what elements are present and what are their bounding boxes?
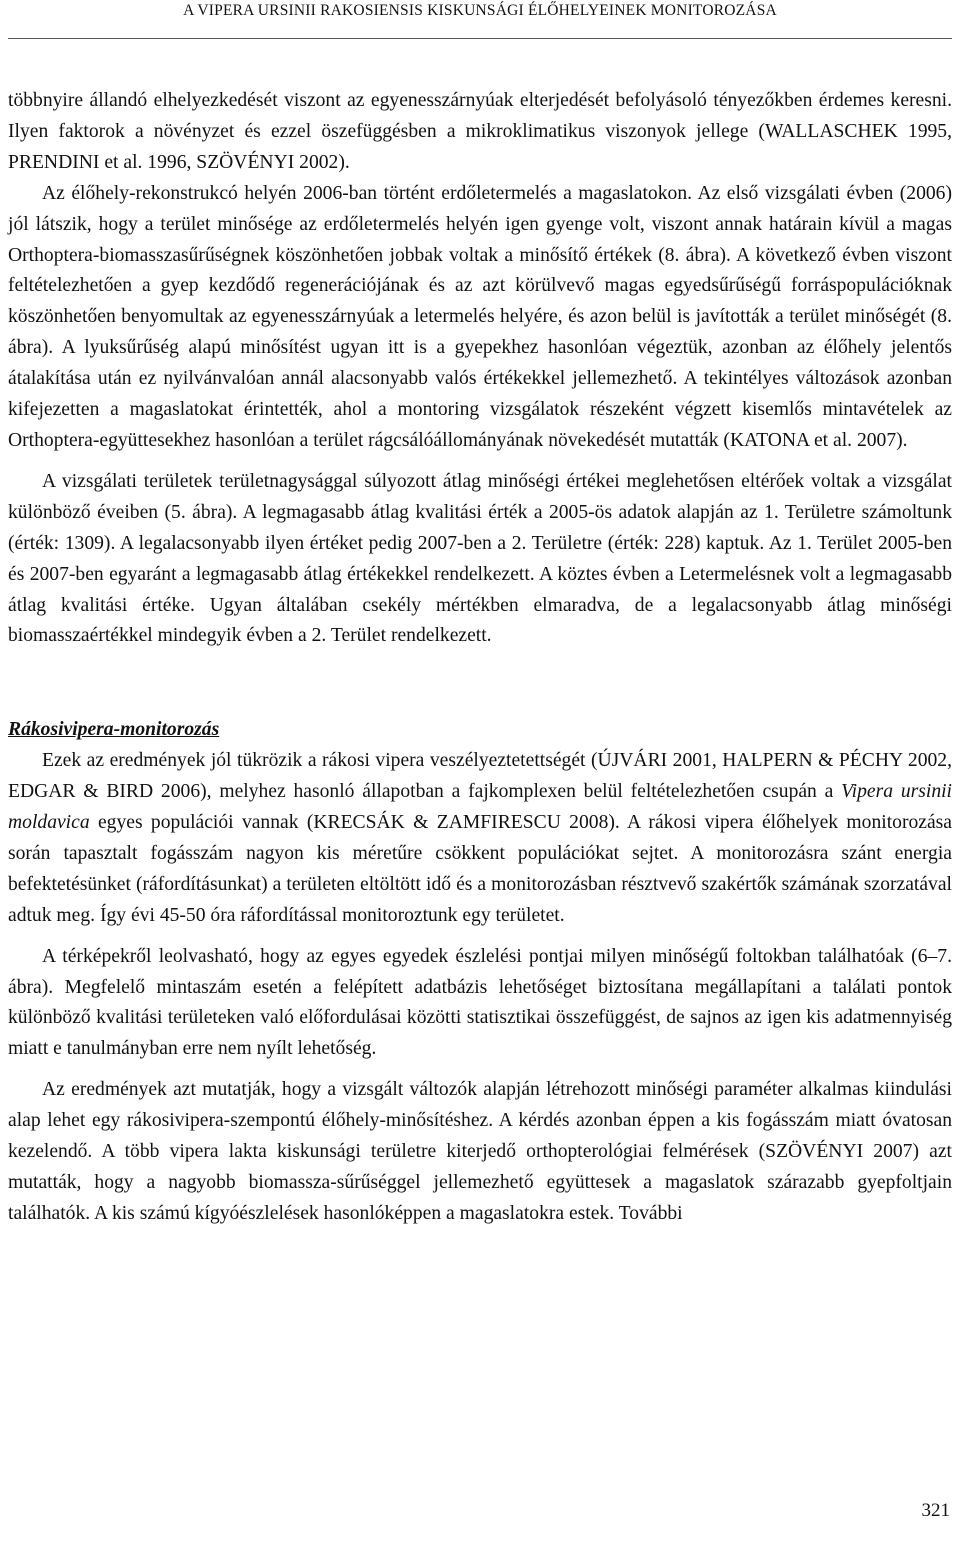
text-run: egyes populációi vannak (KRECSÁK & ZAMFIRESCU 2008). A rákosi vipera élőhelyek monitorozása során tapasztalt fogásszám nagyon kis méretűre csökkent populációkat sejtet. A monitorozásra szánt energia befektetésünket (ráfordításunkat) a területen eltöltött idő és a monitorozásban résztvevő szakértők számának szorzatával adtuk meg. Így évi 45-50 óra ráfordítással monitoroztunk egy területet. [8,812,952,926]
article-body [8,86,952,1230]
paragraph-continued: többnyire állandó elhelyezkedését viszont az egyenesszárnyúak elterjedését befolyásoló tényezőkben érdemes keresni. Ilyen faktorok a növényzet és ezzel öszefüggésben a mikroklimatikus viszonyok jellege (WALLASCHEK 1995, PRENDINI et al. 1996, SZÖVÉNYI 2002). [8,90,952,173]
header-rule [8,38,952,39]
paragraph-maps: A térképekről leolvasható, hogy az egyes egyedek észlelési pontjai milyen minőségű foltokban találhatóak (6–7. ábra). Megfelelő mintaszám esetén a felépített adatbázis lehetőséget biztosítana megállapítani a találati pontok különböző kvalitási területeken való előfordulásai közötti statisztikai összefüggést, de sajnos az igen kis adatmennyiség miatt e tanulmányban erre nem nyílt lehetőség. [8,945,952,1060]
text-run: Ezek az eredmények jól tükrözik a rákosi vipera veszélyeztetettségét (ÚJVÁRI 2001, HALPERN & PÉCHY 2002, EDGAR & BIRD 2006), melyhez hasonló állapotban a fajkomplexen belül feltételezhetően csupán a [8,750,952,803]
paragraph-results: Az eredmények azt mutatják, hogy a vizsgált változók alapján létrehozott minőségi paraméter alkalmas kiindulási alap lehet egy rákosivipera-szempontú élőhely-minősítéshez. A kérdés azonban éppen a kis fogásszám miatt óvatosan kezelendő. A több vipera lakta kiskunsági területre kiterjedő orthopterológiai felmérések (SZÖVÉNYI 2007) azt mutatták, hogy a nagyobb biomassza-sűrűséggel jellemezhető együttesek a magaslatok szárazabb gyepfoltjain találhatók. A kis számú kígyóészlelések hasonlóképpen a magaslatokra estek. További [8,1079,952,1224]
species-name: Vipera ursinii moldavica [8,781,953,834]
section-heading: Rákosivipera-monitorozás [8,719,220,741]
paragraph-area-averages: A vizsgálati területek területnagysággal súlyozott átlag minőségi értékei meglehetősen eltérőek voltak a vizsgálat különböző éveiben (5. ábra). A legmagasabb átlag kvalitási érték a 2005-ös adatok alapján az 1. Területre számoltunk (érték: 1309). A legalacsonyabb ilyen értéket pedig 2007-ben a 2. Területre (érték: 228) kaptuk. Az 1. Terület 2005-ben és 2007-ben egyaránt a legmagasabb átlag értékekkel rendelkezett. A köztes évben a Letermelésnek volt a legmagasabb átlag kvalitási értéke. Ugyan általában csekély mértékben elmaradva, de a legalacsonyabb átlag minőségi biomasszaértékkel mindegyik évben a 2. Terület rendelkezett. [8,470,952,647]
paragraph-habitat-reconstruction: Az élőhely-rekonstrukcó helyén 2006-ban történt erdőletermelés a magaslatokon. Az első vizsgálati évben (2006) jól látszik, hogy a terület minősége az erdőletermelés helyén igen gyenge volt, viszont annak határain kívül a magas Orthoptera-biomasszasűrűségnek köszönhetően jobbak voltak a minősítő értékek (8. ábra). A következő évben viszont feltételezhetően a gyep kezdődő regenerációjának és az azt körülvevő magas egyedsűrűségű forráspopulációknak köszönhetően benyomultak az egyenesszárnyúak a letermelés helyére, és azon belül is javították a terület minőségét (8. ábra). A lyuksűrűség alapú minősítést ugyan itt is a gyepekhez hasonlóan végeztük, azonban az élőhely jelentős átalakítása után ez nyilvánvalóan annál alacsonyabb valós értékekkel jellemezhető. A tekintélyes változások azonban kifejezetten a magaslatokat érintették, ahol a montoring vizsgálatok részeként végzett kisemlős mintavételek az Orthoptera-együttesekhez hasonlóan a terület rágcsálóállományának növekedését mutatták (KATONA et al. 2007). [8,182,952,451]
page-number: 321 [921,1500,950,1521]
running-header: A VIPERA URSINII RAKOSIENSIS KISKUNSÁGI ÉLŐHELYEINEK MONITOROZÁSA [183,2,777,19]
paragraph-vipera-monitoring [8,746,952,931]
